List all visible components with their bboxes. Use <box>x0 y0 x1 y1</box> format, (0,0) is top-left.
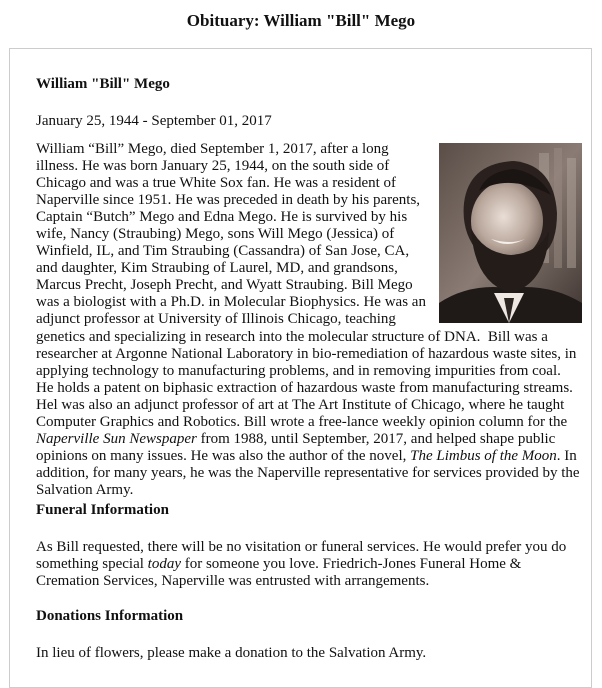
obituary-card <box>9 48 592 688</box>
bio-text-part-3: . In addition, for many years, he was the Naperville representative for services provided by the Salvation Army. <box>36 447 580 498</box>
deceased-name: William "Bill" Mego <box>36 76 170 92</box>
bio-text-part-1: William “Bill” Mego, died September 1, 2017, after a long illness. He was born January 25, 1944, on the south side of Chicago and was a true White Sox fan. He was a resident of Naperville since 1951. He was preceded in death by his parents, Captain “Butch” Mego and Edna Mego. He is survived by his wife, Nancy (Straubing) Mego, sons Will Mego (Jessica) of Winfield, IL, and Tim Straubing (Cassandra) of San Jose, CA, and daughter, Kim Straubing of Laurel, MD, and grandsons, Marcus Precht, Joseph Precht, and Wyatt Straubing. Bill Mego was a biologist with a Ph.D. in Molecular Biophysics. He was an adjunct professor at University of Illinois Chicago, teaching genetics and specializing in research into the molecular structure of DNA. Bill was a researcher at Argonne National Laboratory in bio-remediation of hazardous waste sites, in applying technology to manufacturing problems, and in removing impurities from coal. He holds a patent on biphasic extraction of hazardous waste from manufacturing streams. Hel was also an adjunct professor of art at The Art Institute of Chicago, where he taught Computer Graphics and Robotics. Bill wrote a free-lance weekly opinion column for the <box>36 141 577 430</box>
obituary-bio <box>36 141 582 499</box>
funeral-text-part-2: for someone you love. Friedrich-Jones Funeral Home & Cremation Services, Naperville was entrusted with arrangements. <box>36 556 522 590</box>
portrait-photo <box>439 143 582 323</box>
donations-heading: Donations Information <box>36 608 184 624</box>
funeral-heading: Funeral Information <box>36 502 169 518</box>
funeral-text-emphasis: today <box>147 556 181 573</box>
funeral-text <box>36 539 582 590</box>
newspaper-title: Naperville Sun Newspaper <box>36 430 197 447</box>
novel-title: The Limbus of the Moon <box>410 447 557 464</box>
portrait-photo-icon <box>439 143 582 323</box>
life-dates: January 25, 1944 - September 01, 2017 <box>36 113 272 129</box>
page-title: Obituary: William "Bill" Mego <box>186 11 416 30</box>
funeral-text-part-1: As Bill requested, there will be no visitation or funeral services. He would prefer you do something special <box>36 539 567 573</box>
bio-text-part-2: from 1988, until September, 2017, and helped shape public opinions on many issues. He was also the author of the novel, <box>36 430 556 464</box>
donations-text: In lieu of flowers, please make a donation to the Salvation Army. <box>36 645 427 661</box>
